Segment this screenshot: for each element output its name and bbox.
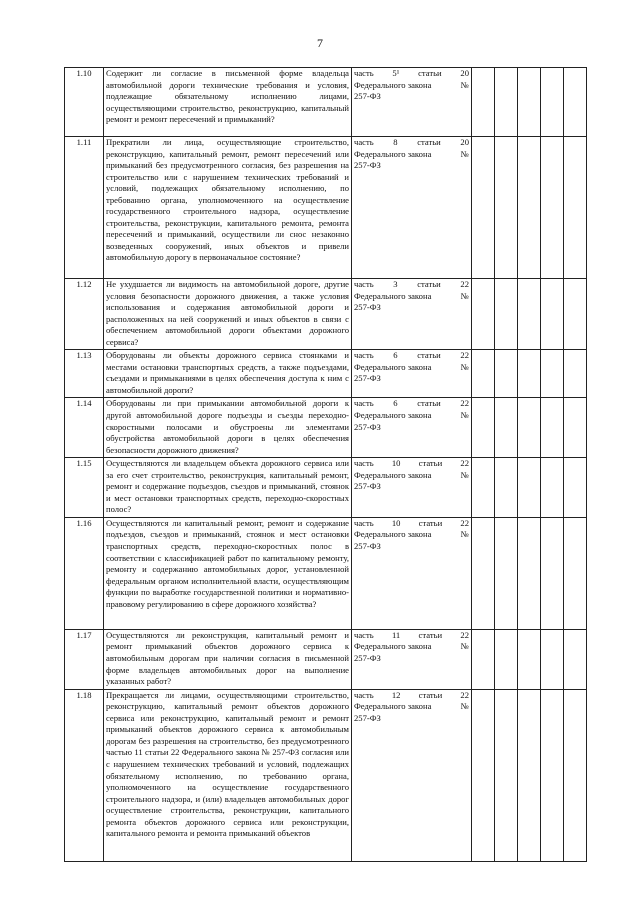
answer-no-cell xyxy=(495,350,518,398)
question-text: Осуществляются ли реконструкция, капитальный ремонт и ремонт примыканий объектов дорожного сервиса к автомобильным дорогам при наличии согласия в письменной форме владельцев автомобильных дорог на выполнение указанных работ? xyxy=(104,629,352,689)
ref-law: Федерального закона xyxy=(354,410,432,421)
row-number: 1.10 xyxy=(65,68,104,137)
answer-extra-cell xyxy=(541,689,564,861)
ref-part: часть xyxy=(354,629,374,640)
ref-part-num: 6 xyxy=(393,350,398,361)
ref-article-num: 20 xyxy=(460,137,469,147)
ref-law-no: № xyxy=(460,410,469,421)
note-cell xyxy=(564,279,587,350)
answer-extra-cell xyxy=(541,350,564,398)
ref-law-number: 257-ФЗ xyxy=(354,481,381,492)
question-text: Не ухудшается ли видимость на автомобильной дороге, другие условия безопасности дорожного движения, а также условия использования и содержания автомобильной дороги и расположенных на ней сооружений и иных объектов в связи с обеспечением автомобильной дороги объектами дорожного сервиса? xyxy=(104,279,352,350)
ref-article-num: 22 xyxy=(460,517,469,528)
table-row xyxy=(65,350,587,398)
answer-na-cell xyxy=(518,629,541,689)
ref-law-number: 257-ФЗ xyxy=(354,373,381,384)
answer-extra-cell xyxy=(541,517,564,629)
answer-yes-cell xyxy=(472,398,495,458)
table-row xyxy=(65,398,587,458)
legal-reference xyxy=(352,68,472,137)
answer-no-cell xyxy=(495,398,518,458)
page-number: 7 xyxy=(317,36,323,50)
answer-extra-cell xyxy=(541,458,564,518)
answer-na-cell xyxy=(518,137,541,279)
answer-yes-cell xyxy=(472,629,495,689)
ref-part: часть xyxy=(354,458,374,469)
ref-law: Федерального закона xyxy=(354,529,432,540)
ref-article: статьи xyxy=(417,279,441,289)
ref-article: статьи xyxy=(418,517,443,528)
answer-yes-cell xyxy=(472,517,495,629)
answer-no-cell xyxy=(495,137,518,279)
answer-no-cell xyxy=(495,517,518,629)
answer-na-cell xyxy=(518,458,541,518)
ref-article: статьи xyxy=(417,350,441,361)
table-row xyxy=(65,458,587,518)
legal-reference xyxy=(352,137,472,279)
ref-article: статьи xyxy=(418,68,442,78)
note-cell xyxy=(564,689,587,861)
ref-article-num: 22 xyxy=(460,629,469,640)
answer-yes-cell xyxy=(472,137,495,279)
question-text: Оборудованы ли при примыкании автомобильной дороги к другой автомобильной дороге подъезды и съезды переходно-скоростными полосами и обустроены ли элементами обустройства автомобильной дороги в целях обеспечения безопасности дорожного движения? xyxy=(104,398,352,458)
legal-reference xyxy=(352,517,472,629)
ref-article-num: 22 xyxy=(460,279,469,289)
question-text: Прекращается ли лицами, осуществляющими строительство, реконструкцию, капитальный ремонт объектов дорожного сервиса или реконструкцию, капитальный ремонт и ремонт примыканий объектов дорожного сервиса к автомобильным дорогам без разрешения на строительство, без предусмотренного частью 11 статьи 22 Федерального закона № 257-ФЗ согласия или с нарушением технических требований и условий, подлежащих обязательному исполнению, по требованию органа, уполномоченного на осуществление государственного строительного надзора, и (или) владельцев автомобильных дорог осуществление строительства, реконструкции, капитального ремонта объектов дорожного сервиса или реконструкции, капитального ремонта и ремонта примыканий объектов xyxy=(104,689,352,861)
answer-na-cell xyxy=(518,517,541,629)
ref-article-num: 22 xyxy=(460,398,469,409)
answer-extra-cell xyxy=(541,68,564,137)
table-row xyxy=(65,68,587,137)
note-cell xyxy=(564,350,587,398)
ref-law-no: № xyxy=(460,529,469,540)
ref-law-number: 257-ФЗ xyxy=(354,302,381,313)
ref-law-no: № xyxy=(460,701,469,712)
ref-part-num: 11 xyxy=(391,629,401,640)
row-number: 1.15 xyxy=(65,458,104,518)
row-number: 1.18 xyxy=(65,689,104,861)
question-text: Оборудованы ли объекты дорожного сервиса стоянками и местами остановки транспортных средств, а также подъездами, съездами и примыканиями в целях обеспечения доступа к ним с автомобильной дороги? xyxy=(104,350,352,398)
note-cell xyxy=(564,629,587,689)
ref-article-num: 22 xyxy=(460,458,469,469)
ref-part: часть xyxy=(354,137,374,147)
note-cell xyxy=(564,458,587,518)
ref-law: Федерального закона xyxy=(354,290,432,301)
checklist-table xyxy=(64,67,587,862)
ref-law: Федерального закона xyxy=(354,641,432,652)
ref-law-number: 257-ФЗ xyxy=(354,541,381,552)
ref-law-no: № xyxy=(460,79,469,90)
answer-extra-cell xyxy=(541,137,564,279)
ref-law-no: № xyxy=(460,641,469,652)
note-cell xyxy=(564,398,587,458)
ref-article: статьи xyxy=(418,629,443,640)
question-text: Осуществляются ли капитальный ремонт, ремонт и содержание подъездов, съездов и примыканий, стоянок и мест остановки транспортных средств, переходно-скоростных полос в соответствии с классификацией работ по капитальному ремонту, ремонту и содержанию автомобильных дорог, установленной федеральным органом исполнительной власти, осуществляющим функции по выработке государственной политики и нормативно-правовому регулированию в сфере дорожного хозяйства? xyxy=(104,517,352,629)
ref-law-no: № xyxy=(460,148,469,159)
note-cell xyxy=(564,137,587,279)
answer-no-cell xyxy=(495,629,518,689)
answer-yes-cell xyxy=(472,279,495,350)
ref-part: часть xyxy=(354,68,374,78)
ref-law: Федерального закона xyxy=(354,79,432,90)
ref-part-num: 10 xyxy=(391,517,401,528)
answer-no-cell xyxy=(495,689,518,861)
answer-extra-cell xyxy=(541,629,564,689)
legal-reference xyxy=(352,689,472,861)
legal-reference xyxy=(352,398,472,458)
answer-extra-cell xyxy=(541,279,564,350)
ref-law: Федерального закона xyxy=(354,148,432,159)
ref-law-no: № xyxy=(460,469,469,480)
ref-law-number: 257-ФЗ xyxy=(354,421,381,432)
table-row xyxy=(65,517,587,629)
ref-law-no: № xyxy=(460,290,469,301)
ref-law-number: 257-ФЗ xyxy=(354,712,381,723)
answer-na-cell xyxy=(518,279,541,350)
ref-article: статьи xyxy=(418,689,443,700)
ref-part-num: 8 xyxy=(393,137,398,147)
ref-part: часть xyxy=(354,398,374,409)
ref-article-num: 22 xyxy=(460,350,469,361)
answer-no-cell xyxy=(495,458,518,518)
row-number: 1.13 xyxy=(65,350,104,398)
note-cell xyxy=(564,517,587,629)
ref-part-num: 10 xyxy=(391,458,401,469)
answer-yes-cell xyxy=(472,458,495,518)
ref-article-num: 22 xyxy=(460,689,469,700)
answer-extra-cell xyxy=(541,398,564,458)
ref-article: статьи xyxy=(418,458,443,469)
ref-part: часть xyxy=(354,517,374,528)
ref-part: часть xyxy=(354,279,374,289)
ref-law-number: 257-ФЗ xyxy=(354,91,381,102)
ref-part-num: 5¹ xyxy=(392,68,400,78)
row-number: 1.14 xyxy=(65,398,104,458)
answer-na-cell xyxy=(518,689,541,861)
ref-law-no: № xyxy=(460,361,469,372)
question-text: Содержит ли согласие в письменной форме владельца автомобильной дороги технические требования и условия, подлежащие обязательному исполнению лицами, осуществляющими строительство, реконструкцию, капитальный ремонт и ремонт пересечений и примыканий? xyxy=(104,68,352,137)
answer-yes-cell xyxy=(472,689,495,861)
row-number: 1.11 xyxy=(65,137,104,279)
answer-no-cell xyxy=(495,279,518,350)
ref-law: Федерального закона xyxy=(354,361,432,372)
question-text: Осуществляются ли владельцем объекта дорожного сервиса или за его счет строительство, реконструкция, капитальный ремонт, ремонт и содержание подъездов, съездов и примыканий, стоянок и мест остановки транспортных средств, переходно-скоростных полос? xyxy=(104,458,352,518)
ref-law-number: 257-ФЗ xyxy=(354,160,381,171)
row-number: 1.12 xyxy=(65,279,104,350)
legal-reference xyxy=(352,629,472,689)
answer-na-cell xyxy=(518,398,541,458)
ref-law: Федерального закона xyxy=(354,701,432,712)
answer-na-cell xyxy=(518,68,541,137)
table-row xyxy=(65,279,587,350)
table-row xyxy=(65,689,587,861)
ref-article: статьи xyxy=(417,137,441,147)
table-row xyxy=(65,629,587,689)
legal-reference xyxy=(352,458,472,518)
answer-yes-cell xyxy=(472,68,495,137)
table-row xyxy=(65,137,587,279)
ref-article: статьи xyxy=(417,398,441,409)
legal-reference xyxy=(352,350,472,398)
note-cell xyxy=(564,68,587,137)
ref-part: часть xyxy=(354,350,374,361)
checklist-rows xyxy=(65,68,587,862)
ref-part-num: 3 xyxy=(393,279,398,289)
question-text: Прекратили ли лица, осуществляющие строительство, реконструкцию, капитальный ремонт, ремонт пересечений или примыканий без предусмотренного согласия, без разрешения на строительство или с нарушением технических требований и условий, подлежащих обязательному исполнению, по требованию органа, уполномоченного на осуществление государственного строительного надзора, осуществление строительства, реконструкции, капитального ремонта, ремонта пересечений и примыканий, осуществили ли снос незаконно возведенных сооружений, иных объектов и привели автомобильную дорогу в первоначальное состояние? xyxy=(104,137,352,279)
ref-part-num: 6 xyxy=(393,398,398,409)
answer-yes-cell xyxy=(472,350,495,398)
ref-law-number: 257-ФЗ xyxy=(354,653,381,664)
legal-reference xyxy=(352,279,472,350)
row-number: 1.16 xyxy=(65,517,104,629)
row-number: 1.17 xyxy=(65,629,104,689)
ref-law: Федерального закона xyxy=(354,469,432,480)
answer-na-cell xyxy=(518,350,541,398)
ref-article-num: 20 xyxy=(460,68,469,78)
ref-part-num: 12 xyxy=(391,689,401,700)
answer-no-cell xyxy=(495,68,518,137)
ref-part: часть xyxy=(354,689,374,700)
